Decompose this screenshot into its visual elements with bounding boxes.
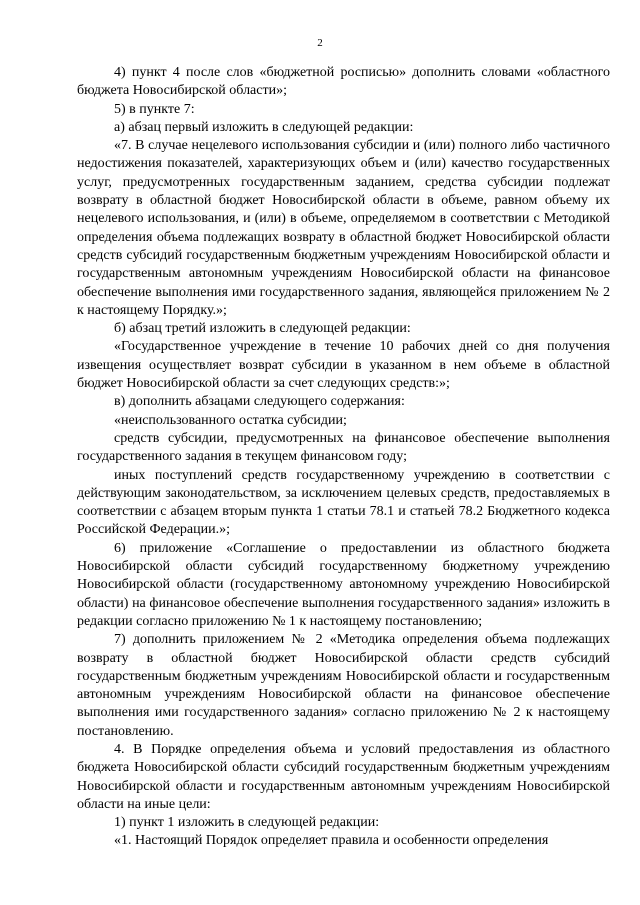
paragraph-quote-point-1: «1. Настоящий Порядок определяет правила и особенности определения	[114, 833, 549, 849]
paragraph-subitem-a: а) абзац первый изложить в следующей редакции:	[114, 119, 414, 135]
paragraph-item-4-point: 4) пункт 4 после слов «бюджетной росписью» дополнить словами «областного бюджета Новосибирской области»;	[77, 65, 610, 99]
paragraph-item-7-appendix: 7) дополнить приложением № 2 «Методика определения объема подлежащих возврату в областной бюджет Новосибирской области средств субсидий государственным бюджетным учреждениям Новосибирской области и государственным автономным учреждениям Новосибирской области на финансовое обеспечение выполнения ими государственного задания» согласно приложению № 2 к настоящему постановлению.	[77, 632, 610, 739]
paragraph-quote-point-7: «7. В случае нецелевого использования субсидии и (или) полного либо частичного недостижения показателей, характеризующих объем и (или) качество государственных услуг, предусмотренных государственным заданием, средства субсидии подлежат возврату в областной бюджет Новосибирской области в объеме, равном объему их нецелевого использования, и (или) в объеме, определяемом в соответствии с Методикой определения объема подлежащих возврату в областной бюджет Новосибирской области средств субсидий государственным бюджетным учреждениям Новосибирской области и государственным автономным учреждениям Новосибирской области на финансовое обеспечение выполнения ими государственного задания, являющейся приложением № 2 к настоящему Порядку.»;	[77, 138, 610, 318]
paragraph-subitem-b: б) абзац третий изложить в следующей редакции:	[114, 321, 411, 337]
paragraph-subitem-v: в) дополнить абзацами следующего содержания:	[114, 394, 405, 410]
paragraph-unused-balance: «неиспользованного остатка субсидии;	[114, 412, 347, 428]
paragraph-other-receipts: иных поступлений средств государственному учреждению в соответствии с действующим законодательством, за исключением целевых средств, предоставляемых в соответствии с абзацем вторым пункта 1 статьи 78.1 и статьей 78.2 Бюджетного кодекса Российской Федерации.»;	[77, 467, 610, 538]
paragraph-quote-return: «Государственное учреждение в течение 10 рабочих дней со дня получения извещения осуществляет возврат субсидии в указанном в нем объеме в областной бюджет Новосибирской области за счет следующих средств:»;	[77, 339, 610, 392]
document-body	[77, 64, 610, 851]
paragraph-item-6-appendix: 6) приложение «Соглашение о предоставлении из областного бюджета Новосибирской области субсидий государственному бюджетному учреждению Новосибирской области (государственному автономному учреждению Новосибирской области) на финансовое обеспечение выполнения государственного задания» изложить в редакции согласно приложению № 1 к настоящему постановлению;	[77, 540, 610, 629]
paragraph-point-1-header: 1) пункт 1 изложить в следующей редакции:	[114, 815, 380, 831]
paragraph-section-4: 4. В Порядке определения объема и условий предоставления из областного бюджета Новосибирской области субсидий государственным бюджетным учреждениям Новосибирской области и государственным автономным учреждениям Новосибирской области на иные цели:	[77, 741, 610, 812]
paragraph-item-5-header: 5) в пункте 7:	[114, 101, 195, 117]
paragraph-subsidy-funds: средств субсидии, предусмотренных на финансовое обеспечение выполнения государственного задания в текущем финансовом году;	[77, 430, 610, 465]
page-number: 2	[317, 37, 323, 49]
